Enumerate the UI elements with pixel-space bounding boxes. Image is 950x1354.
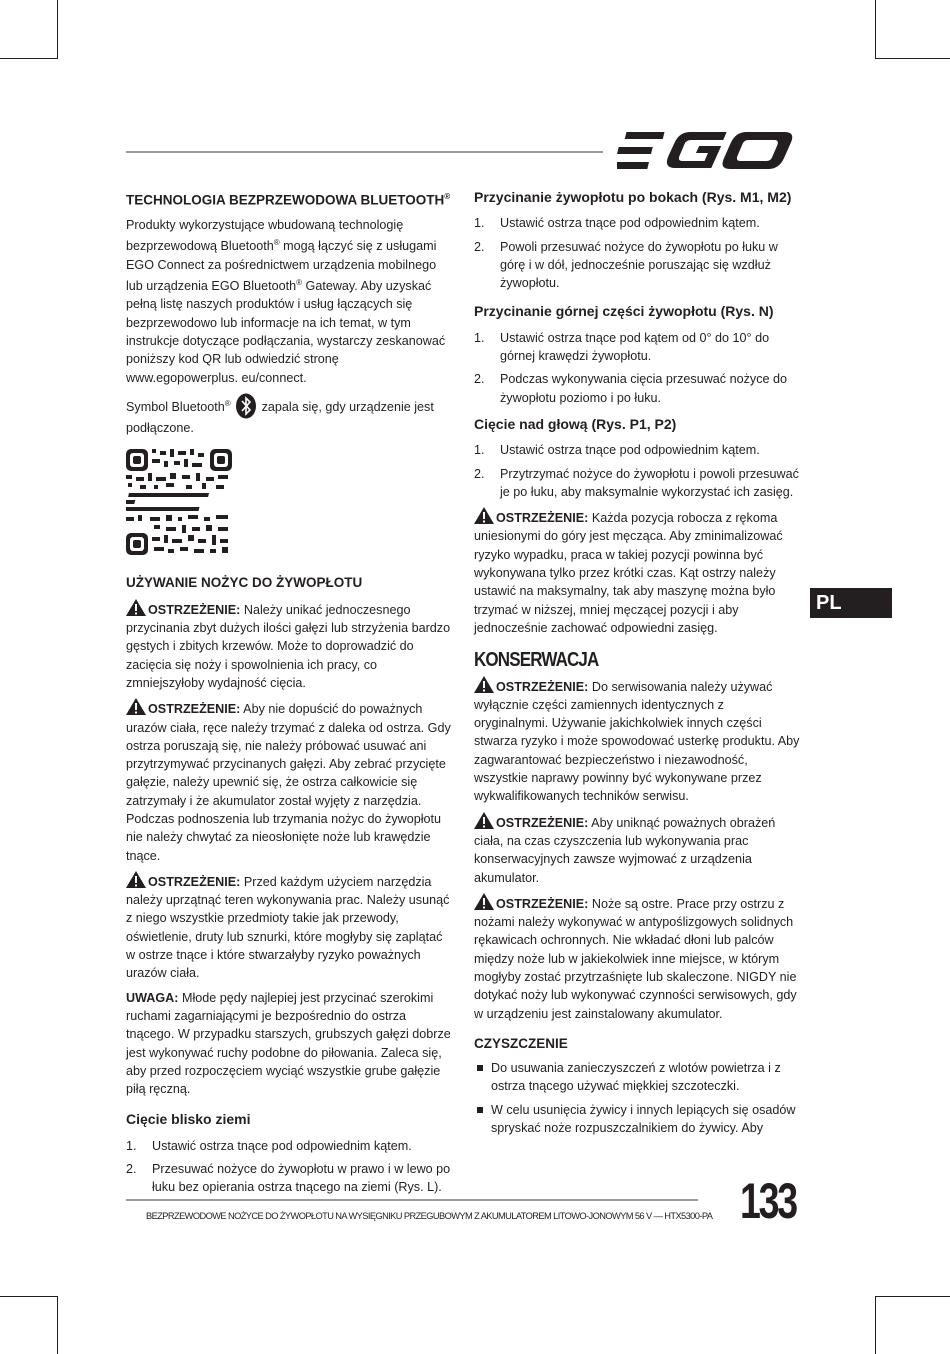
page-number: 133 bbox=[740, 1173, 796, 1229]
sides-heading: Przycinanie żywopłotu po bokach (Rys. M1, M2) bbox=[474, 189, 792, 205]
qr-code bbox=[126, 449, 232, 555]
right-column bbox=[474, 188, 800, 1142]
warning-paragraph: OSTRZEŻENIE: Przed każdym użyciem narzędzia należy uprzątnąć teren wykonywania prac. Należy usunąć z niego wszystkie przedmioty takie jak przewody, oświetlenie, druty lub sznurki, które mogłyby się zaplątać w ostrze tnące i które stwarzałyby ryzyko poważnych urazów ciała. bbox=[126, 871, 454, 983]
ground-steps bbox=[126, 1137, 454, 1197]
list-item: 2. Przytrzymać nożyce do żywopłotu i powoli przesuwać je po łuku, aby maksymalnie wykorzystać ich zasięg. bbox=[474, 466, 799, 499]
top-steps bbox=[474, 329, 800, 407]
overhead-heading: Cięcie nad głową (Rys. P1, P2) bbox=[474, 415, 677, 432]
footer-rule bbox=[126, 1199, 698, 1201]
warning-icon bbox=[474, 507, 494, 524]
top-heading: Przycinanie górnej części żywopłotu (Rys. N) bbox=[474, 303, 774, 320]
crop-mark bbox=[57, 0, 58, 59]
crop-mark bbox=[57, 1296, 58, 1354]
language-tab: PL bbox=[810, 588, 892, 618]
list-item: 2. Przesuwać nożyce do żywopłotu w prawo i w lewo po łuku bez opierania ostrza tnącego na ziemi (Rys. L). bbox=[126, 1162, 451, 1195]
warning-icon bbox=[126, 599, 146, 616]
list-item: W celu usunięcia żywicy i innych lepiących się osadów spryskać noże rozpuszczalnikiem do żywicy. Aby bbox=[474, 1101, 800, 1138]
cleaning-list bbox=[474, 1059, 800, 1137]
warning-paragraph: OSTRZEŻENIE: Należy unikać jednoczesnego przycinania zbyt dużych ilości gałęzi lub strzyżenia bardzo gęstych i zbitych krzewów. Może to doprowadzić do zacięcia się noży i spowolnienia ich pracy, co zmniejszyłoby wydajność cięcia. bbox=[126, 599, 454, 692]
crop-mark bbox=[0, 58, 58, 59]
crop-mark bbox=[875, 0, 876, 59]
warning-icon bbox=[474, 812, 494, 829]
list-item: 1. Ustawić ostrza tnące pod kątem od 0° do 10° do górnej krawędzi żywopłotu. bbox=[474, 330, 770, 364]
list-item: Do usuwania zanieczyszczeń z wlotów powietrza i z ostrza tnącego używać miękkiej szczoteczki. bbox=[474, 1059, 800, 1096]
bullet-icon bbox=[477, 1065, 483, 1071]
warning-paragraph: OSTRZEŻENIE: Noże są ostre. Prace przy ostrzu z nożami należy wykonywać w antypoślizgowych solidnych rękawicach ochronnych. Nie wkładać dłoni lub palców między noże lub w jakiekolwiek inne miejsce, w którym mogłyby zostać przytrzaśnięte lub skaleczone. NIGDY nie dotykać noży lub wykonywać czynności serwisowych, gdy w urządzeniu jest zainstalowany akumulator. bbox=[474, 893, 800, 1023]
warning-icon bbox=[474, 893, 494, 910]
crop-mark bbox=[875, 58, 950, 59]
note-paragraph: UWAGA: Młode pędy najlepiej jest przycinać szerokimi ruchami zagarniającymi je bezpośrednio do ostrza tnącego. W przypadku starszych, grubszych gałęzi dobrze jest wykonywać ruchy podobne do piłowania. Zaleca się, aby przed rozpoczęciem wyciąć wszystkie grube gałęzie piłą ręczną. bbox=[126, 990, 451, 1097]
bluetooth-heading: TECHNOLOGIA BEZPRZEWODOWA BLUETOOTH® bbox=[126, 192, 451, 208]
list-item: 1. Ustawić ostrza tnące pod odpowiednim kątem. bbox=[474, 216, 760, 231]
use-heading: UŻYWANIE NOŻYC DO ŻYWOPŁOTU bbox=[126, 575, 363, 591]
warning-paragraph: OSTRZEŻENIE: Aby uniknąć poważnych obrażeń ciała, na czas czyszczenia lub wykonywania prac konserwacyjnych zawsze wyjmować z urządzenia akumulator. bbox=[474, 812, 800, 887]
overhead-steps bbox=[474, 441, 800, 501]
maintenance-heading: KONSERWACJA bbox=[474, 649, 599, 672]
warning-icon bbox=[126, 698, 146, 715]
warning-paragraph: OSTRZEŻENIE: Do serwisowania należy używać wyłącznie części zamiennych identycznych z oryginalnymi. Używanie jakichkolwiek innych części stwarza ryzyko i może spowodować usterkę produktu. Aby zagwarantować bezpieczeństwo i niezawodność, wszystkie naprawy powinny być wykonywane przez wykwalifikowanych techników serwisu. bbox=[474, 676, 800, 806]
footer-title: BEZPRZEWODOWE NOŻYCE DO ŻYWOPŁOTU NA WYSIĘGNIKU PRZEGUBOWYM Z AKUMULATOREM LITOWO-JONOWYM 56 V — HTX5300-PA bbox=[146, 1211, 713, 1221]
crop-mark bbox=[0, 1296, 58, 1297]
sides-steps bbox=[474, 214, 800, 292]
crop-mark bbox=[875, 1296, 950, 1297]
bluetooth-paragraph: Produkty wykorzystujące wbudowaną technologię bezprzewodową Bluetooth® mogą łączyć się z usługami EGO Connect za pośrednictwem urządzenia mobilnego lub urządzenia EGO Bluetooth® Gateway. Aby uzyskać pełną listę naszych produktów i usług łączących się bezprzewodowo lub informacje na ich temat, w tym instrukcje dotyczące podłączania, wystarczy zeskanować poniższy kod QR lub odwiedzić stronę www.egopowerplus. eu/connect. bbox=[126, 217, 446, 385]
warning-icon bbox=[126, 871, 146, 888]
header-rule bbox=[126, 151, 603, 153]
list-item: 1. Ustawić ostrza tnące pod odpowiednim kątem. bbox=[126, 1138, 412, 1153]
list-item: 1. Ustawić ostrza tnące pod odpowiednim kątem. bbox=[474, 443, 760, 458]
warning-paragraph: OSTRZEŻENIE: Aby nie dopuścić do poważnych urazów ciała, ręce należy trzymać z daleka od ostrza. Gdy ostrza poruszają się, nie należy próbować usuwać ani przytrzymywać przycinanych gałęzi. Aby zebrać przycięte gałęzie, należy upewnić się, że ostrza całkowicie się zatrzymały i że akumulator został wyjęty z narzędzia. Podczas podnoszenia lub trzymania nożyc do żywopłotu nie należy chwytać za nieosłonięte noże lub krawędzie tnące. bbox=[126, 698, 454, 865]
warning-icon bbox=[474, 676, 494, 693]
ground-heading: Cięcie blisko ziemi bbox=[126, 1111, 251, 1128]
ego-logo bbox=[617, 130, 799, 172]
left-column bbox=[126, 188, 454, 1203]
cleaning-heading: CZYSZCZENIE bbox=[474, 1035, 568, 1051]
bullet-icon bbox=[477, 1107, 483, 1113]
crop-mark bbox=[875, 1296, 876, 1354]
warning-paragraph: OSTRZEŻENIE: Każda pozycja robocza z rękoma uniesionymi do góry jest męcząca. Aby zminimalizować ryzyko wypadku, praca w takiej pozycji powinna być wykonywana tylko przez krótki czas. Kąt ostrzy należy ustawić na maksymalny, tak aby maszynę można było trzymać w niższej, mniej męczącej pozycji i aby jednocześnie zachować odpowiedni zasięg. bbox=[474, 507, 800, 637]
list-item: 2. Podczas wykonywania cięcia przesuwać nożyce do żywopłotu poziomo i po łuku. bbox=[474, 372, 787, 405]
bluetooth-icon bbox=[235, 393, 257, 419]
bluetooth-symbol-paragraph: Symbol Bluetooth® zapala się, gdy urządzenie jest podłączone. bbox=[126, 393, 454, 437]
list-item: 2. Powoli przesuwać nożyce do żywopłotu po łuku w górę i w dół, jednocześnie poruszając się wzdłuż żywopłotu. bbox=[474, 239, 778, 291]
